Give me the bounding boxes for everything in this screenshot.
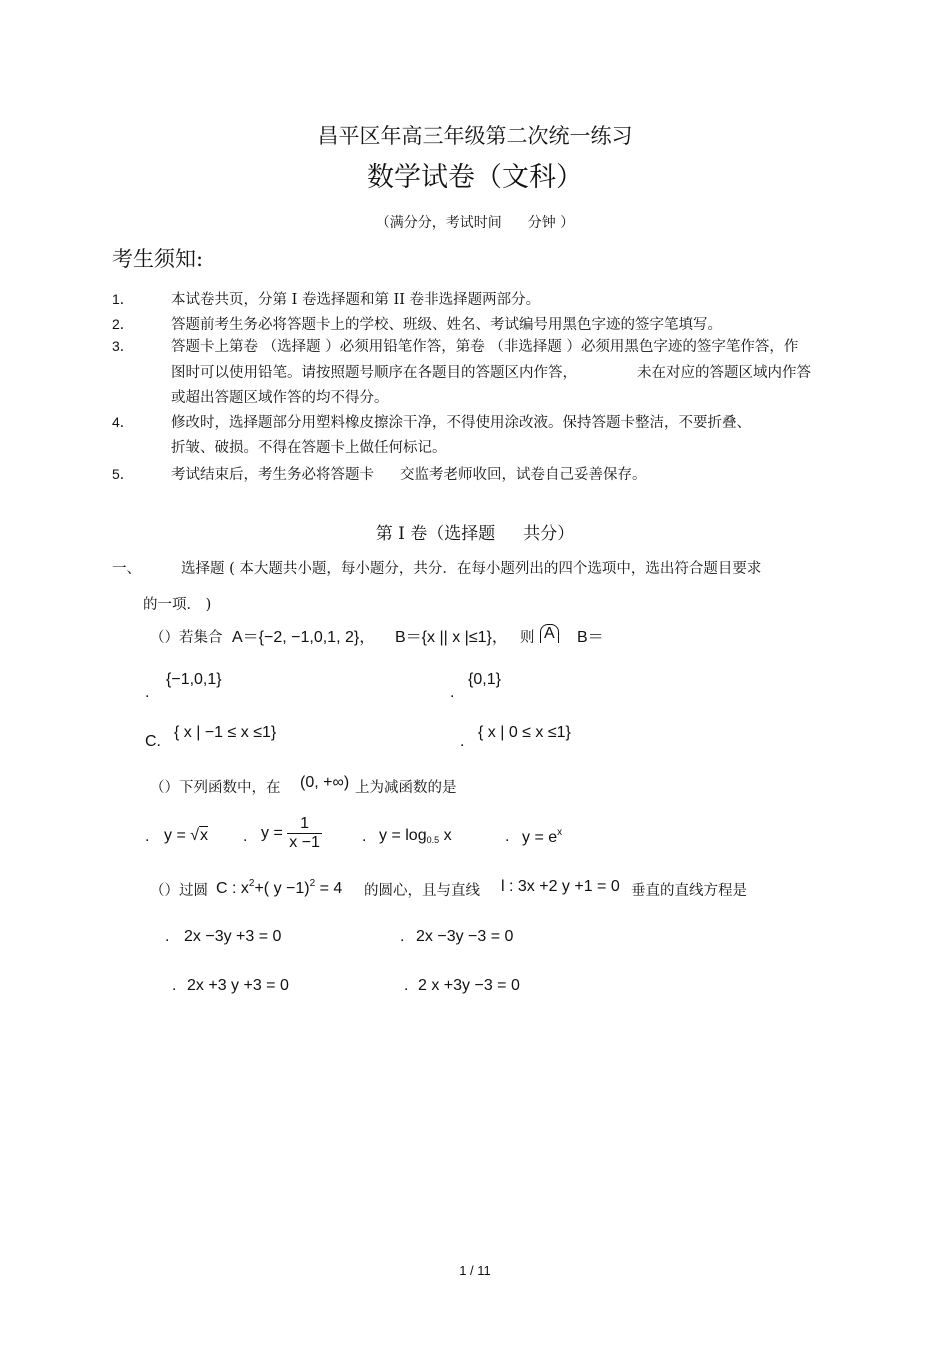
- notice-item-1-num: 1．: [112, 291, 134, 307]
- q1-option-b-label: .: [450, 684, 455, 701]
- subtitle-part-a: （满分分，考试时间: [375, 215, 502, 231]
- notice-item-4-line1: 修改时，选择题部分用塑料橡皮擦涂干净，不得使用涂改液。保持答题卡整洁，不要折叠、: [171, 415, 751, 431]
- q3-tail: 垂直的直线方程是: [631, 883, 747, 899]
- part-number: 一、: [112, 561, 141, 577]
- q2-option-b-denominator: x −1: [289, 834, 320, 851]
- q3-option-c-label: .: [172, 977, 177, 994]
- q2-tail: 上为减函数的是: [355, 780, 457, 796]
- section-title: [0, 519, 950, 544]
- q1-option-c-label: C.: [145, 733, 161, 750]
- notice-item-4-line2: 折皱、破损。不得在答题卡上做任何标记。: [171, 440, 447, 456]
- q1-tail: B＝: [577, 629, 604, 646]
- q3-line-equation: l : 3x +2 y +1 = 0: [501, 878, 620, 895]
- q3-option-b: 2x −3y −3 = 0: [416, 928, 514, 945]
- q3-option-d: 2 x +3y −3 = 0: [418, 977, 520, 994]
- q3-circle-exp-1: 2: [248, 878, 255, 889]
- notice-item-5-text: [171, 463, 647, 484]
- q1-option-a: {−1,0,1}: [166, 671, 222, 688]
- q2-option-b: [261, 815, 322, 852]
- q3-option-a: 2x −3y +3 = 0: [184, 928, 282, 945]
- q3-prefix: （）过圆: [150, 883, 208, 899]
- notice-heading: 考生须知:: [112, 247, 204, 271]
- page-number: 1 / 11: [459, 1263, 491, 1278]
- q3-circle-part-a: C : x: [216, 880, 249, 897]
- q3-option-d-label: .: [404, 977, 409, 994]
- part-instructions-line2: 的一项． ): [143, 597, 212, 613]
- q1-option-b: {0,1}: [468, 671, 501, 688]
- notice-item-1-text: 本试卷共页，分第 I 卷选择题和第 II 卷非选择题两部分。: [171, 292, 541, 308]
- notice-item-3-line3: 或超出答题区域作答的均不得分。: [171, 390, 389, 406]
- q2-option-d: [522, 827, 562, 847]
- q1-then: 则: [520, 630, 535, 646]
- notice-item-3-line2-tail: 未在对应的答题区域内作答: [637, 365, 811, 381]
- q3-circle-equation: [216, 878, 342, 898]
- q2-option-c-var: x: [443, 827, 452, 844]
- q3-option-a-label: .: [165, 928, 170, 945]
- notice-item-5-num: 5．: [112, 466, 134, 482]
- notice-item-5-part-a: 考试结束后，考生务必将答题卡: [171, 467, 374, 483]
- q1-prefix: （）若集合: [150, 630, 223, 646]
- q2-option-a: y = √x: [164, 827, 209, 844]
- exam-title-line2: 数学试卷（文科）: [367, 162, 583, 193]
- exam-subtitle: [0, 212, 950, 232]
- section-title-part-b: 共分）: [523, 524, 575, 544]
- q1-set-a: A＝{−2, −1,0,1, 2}，: [232, 629, 376, 646]
- part-instructions-line1: 选择题 ( 本大题共小题，每小题分，共分．在每小题列出的四个选项中，选出符合题目要求: [181, 561, 762, 577]
- q2-option-a-label: .: [145, 828, 150, 845]
- notice-item-3-line1: 答题卡上第卷 （选择题 ）必须用铅笔作答，第卷 （非选择题 ）必须用黑色字迹的签字笔作答，作: [171, 339, 799, 355]
- q3-mid: 的圆心，且与直线: [364, 883, 480, 899]
- q2-option-b-lhs: y =: [261, 824, 283, 842]
- q3-circle-part-b: +( y −1): [254, 880, 310, 897]
- notice-item-4-num: 4．: [112, 414, 134, 430]
- notice-item-3-line2: 图时可以使用铅笔。请按照题号顺序在各题目的答题区内作答，: [171, 365, 577, 381]
- q2-option-d-lhs: y = e: [522, 829, 558, 846]
- q1-option-d: { x | 0 ≤ x ≤1}: [478, 724, 571, 741]
- q1-set-b: B＝{x || x |≤1}，: [395, 629, 508, 646]
- notice-item-2-num: 2．: [112, 316, 134, 332]
- notice-item-3-num: 3．: [112, 338, 134, 354]
- q2-option-a-radicand: x: [200, 827, 209, 844]
- q2-option-d-label: .: [505, 828, 510, 845]
- q3-option-c: 2x +3 y +3 = 0: [187, 977, 289, 994]
- q1-option-a-label: .: [145, 684, 150, 701]
- q1-option-d-label: .: [460, 733, 465, 750]
- notice-item-5-part-b: 交监考老师收回，试卷自己妥善保存。: [400, 467, 647, 483]
- q2-prefix: （）下列函数中，在: [150, 780, 281, 796]
- q2-option-a-lhs: y =: [164, 827, 186, 844]
- q2-option-d-exponent: x: [557, 827, 563, 838]
- q3-circle-exp-2: 2: [309, 878, 316, 889]
- exam-title-line1: 昌平区年高三年级第二次统一练习: [317, 124, 633, 148]
- q2-option-b-numerator: 1: [287, 815, 322, 834]
- q3-option-b-label: .: [400, 928, 405, 945]
- q1-complement-symbol: A: [540, 624, 559, 643]
- q2-option-b-label: .: [243, 828, 248, 845]
- q2-interval: (0, +∞): [300, 774, 350, 791]
- subtitle-part-b: 分钟 ）: [527, 215, 575, 231]
- q2-option-c: [379, 827, 452, 845]
- notice-item-2-text: 答题前考生务必将答题卡上的学校、班级、姓名、考试编号用黑色字迹的签字笔填写。: [171, 317, 722, 333]
- q1-option-c: { x | −1 ≤ x ≤1}: [174, 724, 277, 741]
- q2-option-c-base: 0.5: [426, 835, 440, 845]
- q2-option-c-label: .: [362, 828, 367, 845]
- q1-complement-a: [540, 624, 559, 643]
- q2-option-c-lhs: y = log: [379, 827, 427, 844]
- section-title-part-a: 第 I 卷（选择题: [375, 524, 496, 544]
- q3-circle-part-c: = 4: [319, 880, 343, 897]
- q2-option-b-fraction: [287, 815, 322, 852]
